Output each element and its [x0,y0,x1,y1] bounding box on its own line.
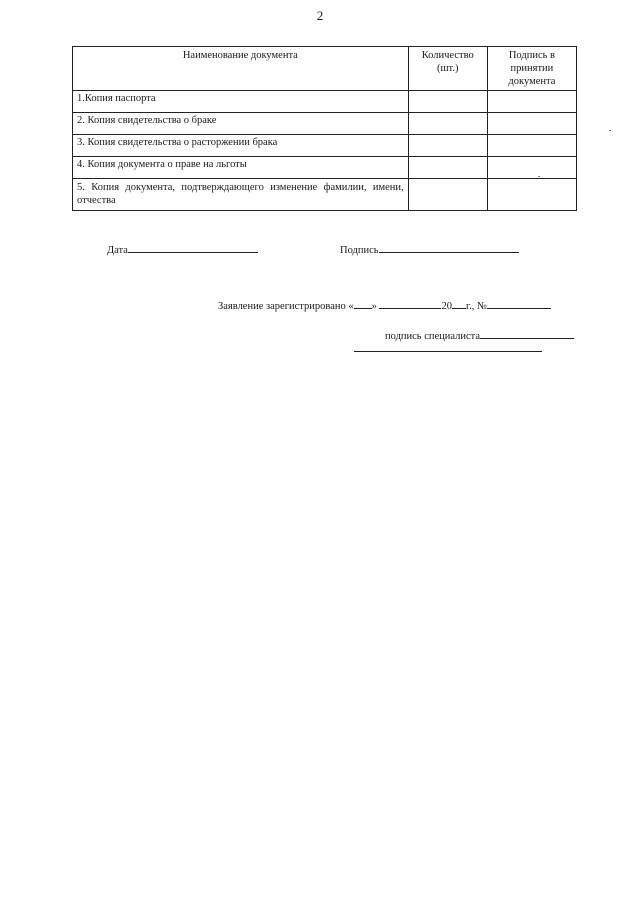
header-signature: Подпись в принятии документа [487,47,576,91]
registration-quote-close: » [371,301,377,312]
month-blank [379,299,441,309]
signature-field [340,243,519,256]
specialist-label: подпись специалиста [385,331,481,342]
signature-cell [487,135,576,157]
table-row [73,91,577,113]
signature-cell [487,179,576,211]
header-document-name: Наименование документа [73,47,409,91]
documents-table [72,46,577,211]
document-name-cell: 5. Копия документа, подтверждающего изменение фамилии, имени, отчества [73,179,409,211]
signature-cell [487,91,576,113]
quantity-cell [408,113,487,135]
registration-prefix: Заявление зарегистрировано « [218,301,354,312]
quantity-cell [408,179,487,211]
header-quantity: Количество (шт.) [408,47,487,91]
year-suffix: г., № [465,301,487,312]
document-name-cell: 4. Копия документа о праве на льготы [73,157,409,179]
scan-speck [609,130,611,131]
date-field [107,243,258,256]
date-label: Дата [107,245,128,256]
quantity-cell [408,91,487,113]
signature-cell [487,113,576,135]
year-prefix: 20 [441,301,452,312]
document-name-cell: 3. Копия свидетельства о расторжении брака [73,135,409,157]
table-header-row [73,47,577,91]
signature-label: Подпись [340,245,379,256]
registration-line [218,299,551,312]
document-name-cell: 1.Копия паспорта [73,91,409,113]
year-blank [452,299,466,309]
quantity-cell [408,135,487,157]
document-name-cell: 2. Копия свидетельства о браке [73,113,409,135]
signature-blank [379,243,519,253]
date-blank [128,243,258,253]
number-blank [487,299,551,309]
quantity-cell [408,157,487,179]
day-blank [354,299,372,309]
table-row [73,113,577,135]
table-row [73,157,577,179]
scan-speck [538,176,540,177]
signature-cell [487,157,576,179]
page-number: 2 [316,8,324,23]
specialist-name-line [354,351,542,352]
specialist-signature-field [385,329,574,342]
table-row [73,135,577,157]
specialist-blank [480,329,574,339]
table-row [73,179,577,211]
